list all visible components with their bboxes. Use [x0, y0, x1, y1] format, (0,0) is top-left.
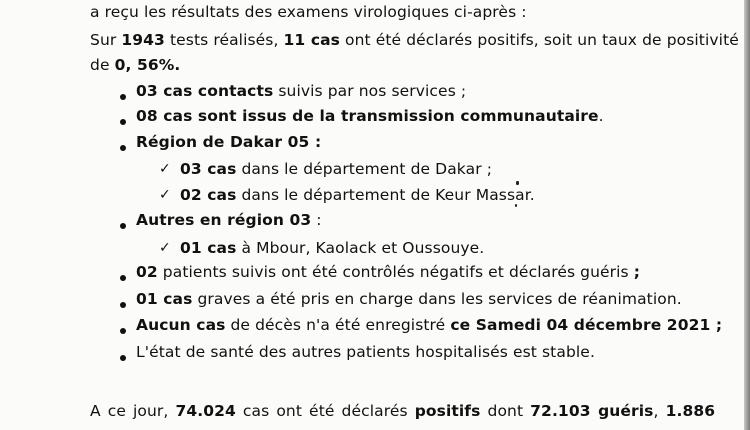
- bullet-icon: [120, 275, 126, 281]
- bullet-icon: [120, 223, 126, 229]
- intro-line-2: Sur 1943 tests réalisés, 11 cas ont été déclarés positifs, soit un taux de positivité: [90, 31, 739, 49]
- list-item-autres: Autres en région 03 :: [136, 211, 322, 229]
- list-item-stable: L'état de santé des autres patients hospitalisés est stable.: [136, 343, 595, 361]
- sub-item-dakar: 03 cas dans le département de Dakar ;: [180, 160, 493, 178]
- list-item-communautaire: 08 cas sont issus de la transmission communautaire.: [136, 107, 604, 125]
- intro-line-3: de 0, 56%.: [90, 56, 181, 74]
- list-item-contacts: 03 cas contacts suivis par nos services ;: [136, 82, 467, 100]
- bullet-icon: [120, 94, 126, 100]
- bullet-icon: [120, 355, 126, 361]
- list-item-dakar: Région de Dakar 05 :: [136, 133, 322, 151]
- intro-line-1: a reçu les résultats des examens virologiques ci-après :: [90, 3, 527, 21]
- checkmark-icon: ✓: [159, 240, 171, 256]
- sub-item-keur-massar: 02 cas dans le département de Keur Massar.: [180, 186, 535, 204]
- bullet-icon: [120, 328, 126, 334]
- bullet-icon: [120, 119, 126, 125]
- checkmark-icon: ✓: [159, 187, 171, 203]
- bullet-icon: [120, 302, 126, 308]
- page-edge-shadow: [744, 0, 750, 430]
- scan-speck: [516, 181, 519, 185]
- list-item-gueris: 02 patients suivis ont été contrôlés négatifs et déclarés guéris ;: [136, 263, 641, 281]
- bullet-icon: [120, 145, 126, 151]
- summary-line: A ce jour, 74.024 cas ont été déclarés positifs dont 72.103 guéris, 1.886: [90, 402, 716, 420]
- sub-item-mbour: 01 cas à Mbour, Kaolack et Oussouye.: [180, 239, 485, 257]
- list-item-deces: Aucun cas de décès n'a été enregistré ce Samedi 04 décembre 2021 ;: [136, 316, 723, 334]
- list-item-graves: 01 cas graves a été pris en charge dans les services de réanimation.: [136, 290, 682, 308]
- scan-speck: [515, 204, 517, 207]
- checkmark-icon: ✓: [159, 161, 171, 177]
